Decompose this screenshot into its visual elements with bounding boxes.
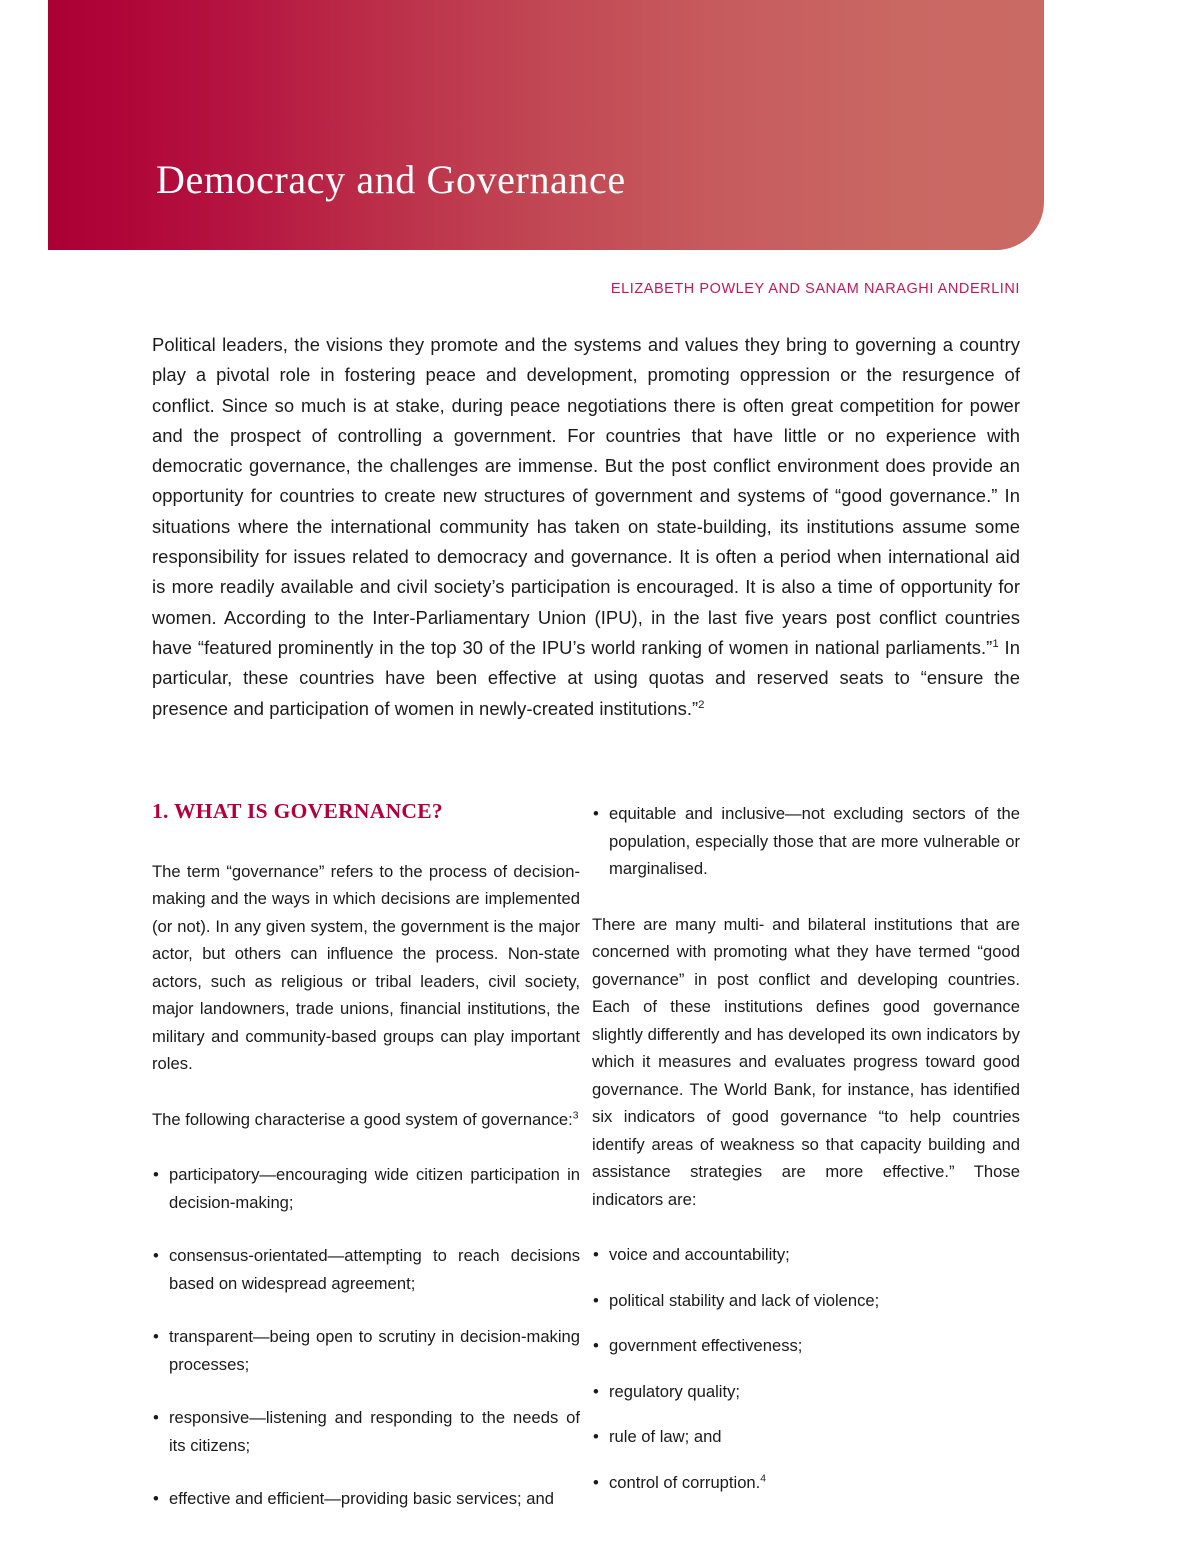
bullet-dot-icon: •: [593, 1472, 599, 1492]
list-item: [592, 800, 1020, 883]
list-item-label: control of corruption.: [609, 1472, 761, 1492]
bullet-dot-icon: •: [153, 1165, 159, 1185]
intro-paragraph: [152, 330, 1020, 724]
list-item-label: responsive—listening and responding to the needs of its citizens;: [169, 1408, 580, 1455]
list-item: [152, 1485, 580, 1513]
right-column: [592, 800, 1020, 1514]
list-item: [592, 1469, 1020, 1497]
right-paragraph-1: There are many multi- and bilateral institutions that are concerned with promoting what they have termed “good governance” in post conflict and developing countries. Each of these institutions defines good governance slightly differently and has developed its own indicators by which it measures and evaluates progress toward good governance. The World Bank, for instance, has identified six indicators of good governance “to help countries identify areas of weakness so that capacity building and assistance strategies are more effective.” Those indicators are:: [592, 914, 1020, 1209]
list-item-label: rule of law; and: [609, 1427, 722, 1446]
intro-text-part-2: In particular, these countries have been effective at using quotas and reserved seats to “ensure the presence and participation of women in newly-created institutions.”: [152, 636, 1020, 719]
list-item: [592, 1241, 1020, 1269]
list-item: [152, 1404, 580, 1459]
list-item-label: equitable and inclusive—not excluding sectors of the population, especially those that are more vulnerable or marginalised.: [609, 804, 1020, 878]
list-item: [592, 1423, 1020, 1451]
bullet-dot-icon: •: [593, 804, 599, 823]
header-banner: [48, 0, 1044, 250]
intro-text-part-1: Political leaders, the visions they promote and the systems and values they bring to governing a country play a pivotal role in fostering peace and development, promoting oppression or the resurgence of conflict. Since so much is at stake, during peace negotiations there is often great competition for power and the prospect of controlling a government. For countries that have little or no experience with democratic governance, the challenges are immense. But the post conflict environment does provide an opportunity for countries to create new structures of government and systems of “good governance.” In situations where the international community has taken on state-building, its institutions assume some responsibility for issues related to democracy and governance. It is often a period when international aid is more readily available and civil society’s participation is encouraged. It is also a time of opportunity for women. According to the Inter-Parliamentary Union (IPU), in the last five years post conflict countries have “featured prominently in the top 30 of the IPU’s world ranking of women in national parliaments.”: [152, 334, 1020, 658]
page-title: Democracy and Governance: [156, 157, 626, 202]
list-item: [152, 1242, 580, 1297]
left-paragraph-2-text: The following characterise a good system of governance:: [152, 1109, 573, 1129]
bullet-dot-icon: •: [593, 1245, 599, 1264]
governance-characteristics-continued: [592, 800, 1020, 883]
list-item-label: consensus-orientated—attempting to reach decisions based on widespread agreement;: [169, 1246, 580, 1293]
left-paragraph-2: [152, 1106, 580, 1134]
list-item-label: voice and accountability;: [609, 1245, 790, 1264]
footnote-marker-1: 1: [992, 637, 999, 650]
bullet-dot-icon: •: [153, 1246, 159, 1266]
list-item: [592, 1378, 1020, 1406]
footnote-marker-4: 4: [760, 1472, 766, 1484]
list-item: [152, 1323, 580, 1378]
footnote-marker-2: 2: [698, 698, 705, 711]
list-item: [152, 1161, 580, 1216]
list-item: [592, 1332, 1020, 1360]
bullet-dot-icon: •: [593, 1290, 599, 1310]
list-item-label: regulatory quality;: [609, 1381, 740, 1401]
footnote-marker-3: 3: [572, 1110, 579, 1122]
list-item-label: political stability and lack of violence;: [609, 1290, 880, 1310]
world-bank-indicators-list: [592, 1241, 1020, 1496]
list-item-label: transparent—being open to scrutiny in decision-making processes;: [169, 1327, 580, 1374]
list-item: [592, 1287, 1020, 1315]
list-item-label: effective and efficient—providing basic services; and: [169, 1489, 554, 1509]
bullet-dot-icon: •: [593, 1336, 599, 1355]
governance-characteristics-list: [152, 1161, 580, 1513]
author-byline: ELIZABETH POWLEY AND SANAM NARAGHI ANDERLINI: [610, 281, 1020, 297]
two-column-body: [152, 799, 1020, 1509]
bullet-dot-icon: •: [593, 1381, 599, 1401]
bullet-dot-icon: •: [593, 1427, 599, 1446]
bullet-dot-icon: •: [153, 1327, 159, 1347]
section-heading-what-is-governance: 1. WHAT IS GOVERNANCE?: [152, 799, 443, 823]
list-item-label: government effectiveness;: [609, 1336, 803, 1355]
bullet-dot-icon: •: [153, 1489, 159, 1509]
list-item-label: participatory—encouraging wide citizen participation in decision-making;: [169, 1165, 580, 1212]
bullet-dot-icon: •: [153, 1408, 159, 1428]
left-column: [152, 800, 580, 1513]
left-paragraph-1: The term “governance” refers to the process of decision-making and the ways in which decisions are implemented (or not). In any given system, the government is the major actor, but others can influence the process. Non-state actors, such as religious or tribal leaders, civil society, major landowners, trade unions, financial institutions, the military and community-based groups can play important roles.: [152, 861, 580, 1074]
